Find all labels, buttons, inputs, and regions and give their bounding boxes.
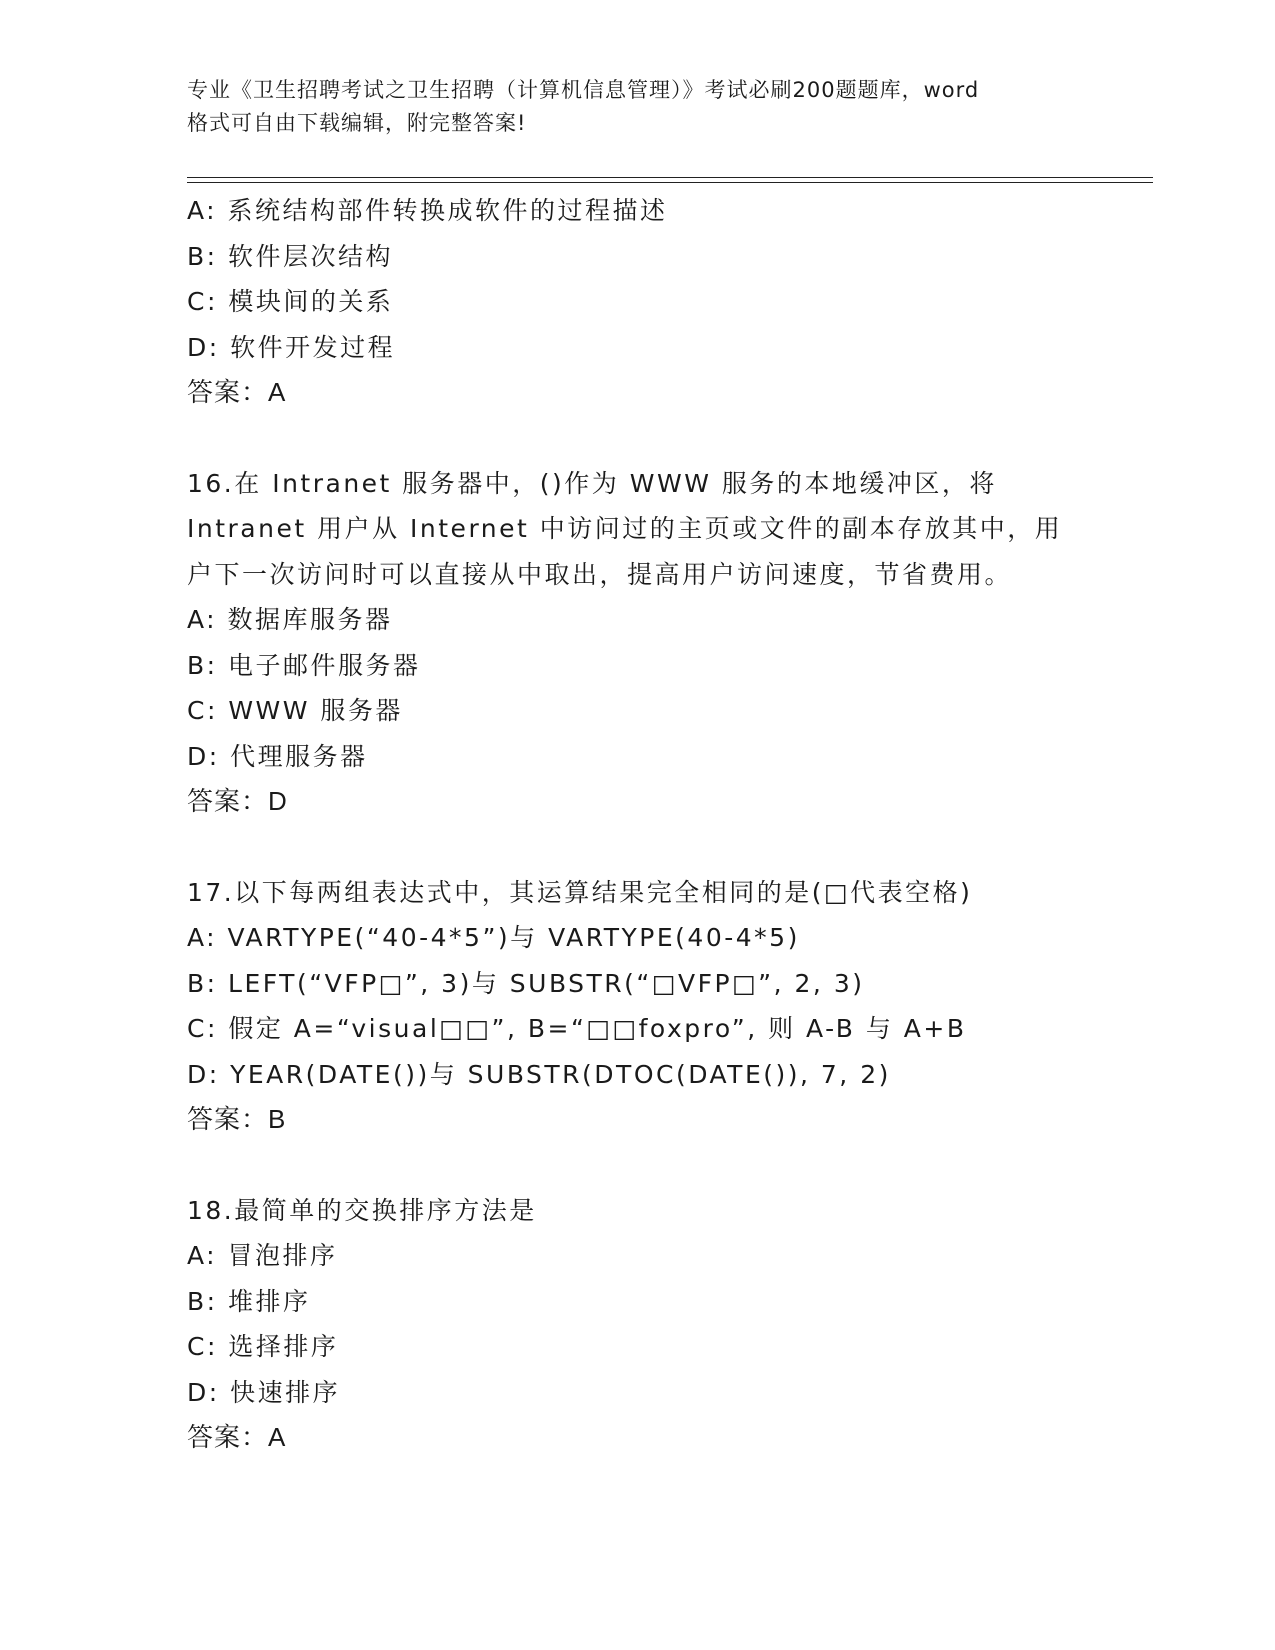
answer-line: 答案：A [187, 377, 287, 407]
header-divider-top [187, 177, 1153, 178]
option-b: B: LEFT(“VFP□”, 3)与 SUBSTR(“□VFP□”, 2, 3) [187, 968, 865, 998]
question-block-16 [187, 461, 1107, 825]
option-c: C: WWW 服务器 [187, 696, 403, 725]
option-b: B: 堆排序 [187, 1286, 311, 1316]
option-d: D: YEAR(DATE())与 SUBSTR(DTOC(DATE()), 7, 2) [187, 1059, 891, 1089]
question-text-line-1: 16.在 Intranet 服务器中，()作为 WWW 服务的本地缓冲区，将 [187, 468, 997, 498]
question-text-line-1: 17.以下每两组表达式中，其运算结果完全相同的是(□代表空格) [187, 877, 973, 907]
answer-line: 答案：A [187, 1422, 287, 1452]
question-text-line-2: Intranet 用户从 Internet 中访问过的主页或文件的副本存放其中，用 [187, 514, 1063, 543]
answer-line: 答案：B [187, 1104, 287, 1134]
question-text-line-1: 18.最简单的交换排序方法是 [187, 1195, 537, 1225]
question-block-15 [187, 188, 1107, 416]
option-c: C: 模块间的关系 [187, 287, 394, 316]
header-line-1: 专业《卫生招聘考试之卫生招聘（计算机信息管理）》考试必刷200题题库，word [187, 78, 980, 102]
option-d: D: 代理服务器 [187, 741, 368, 771]
option-b: B: 电子邮件服务器 [187, 650, 421, 680]
header-line-2: 格式可自由下载编辑，附完整答案! [187, 111, 527, 135]
question-text-line-3: 户下一次访问时可以直接从中取出，提高用户访问速度，节省费用。 [187, 559, 1013, 589]
option-a: A: 系统结构部件转换成软件的过程描述 [187, 196, 668, 225]
option-c: C: 选择排序 [187, 1332, 339, 1361]
option-b: B: 软件层次结构 [187, 241, 394, 271]
option-a: A: VARTYPE(“40-4*5”)与 VARTYPE(40-4*5) [187, 923, 800, 952]
option-c: C: 假定 A=“visual□□”, B=“□□foxpro”, 则 A-B 与 A+B [187, 1014, 967, 1043]
option-a: A: 数据库服务器 [187, 605, 393, 634]
answer-line: 答案：D [187, 786, 288, 816]
option-a: A: 冒泡排序 [187, 1241, 338, 1270]
option-d: D: 快速排序 [187, 1377, 341, 1407]
question-list [187, 188, 1107, 1461]
document-header [187, 74, 1087, 140]
question-block-18 [187, 1188, 1107, 1461]
option-d: D: 软件开发过程 [187, 332, 396, 362]
question-block-17 [187, 870, 1107, 1143]
header-divider-bottom [187, 182, 1153, 183]
